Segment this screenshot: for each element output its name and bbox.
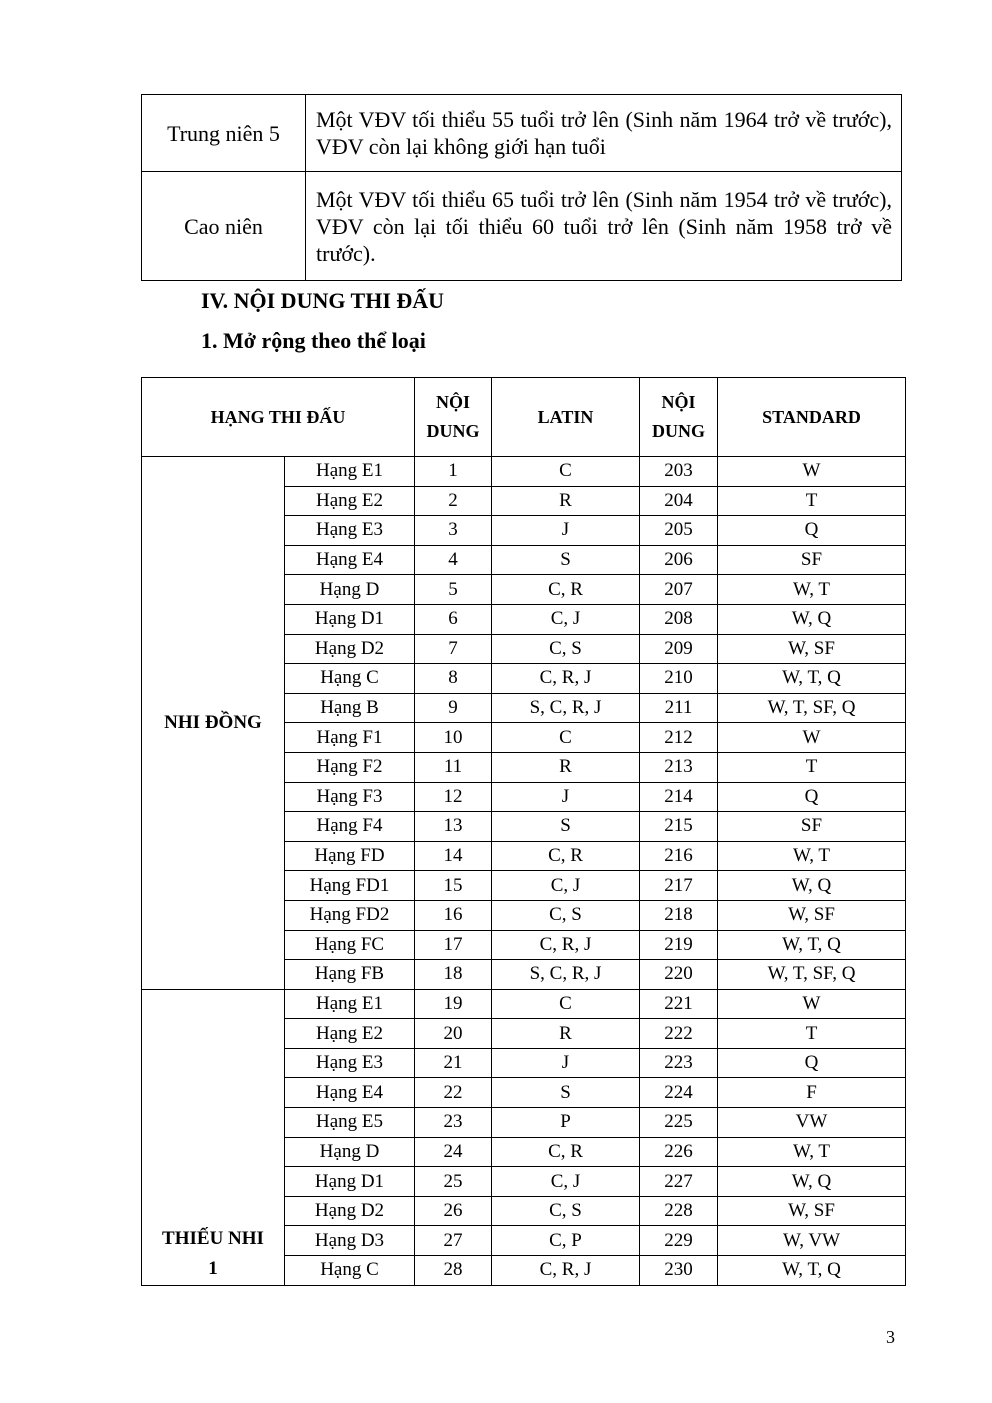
latin-dances-cell: P <box>492 1108 640 1138</box>
rank-cell: Hạng E1 <box>285 457 415 487</box>
latin-dances-cell: R <box>492 486 640 516</box>
latin-dances-cell: C, J <box>492 604 640 634</box>
standard-number-cell: 207 <box>640 575 718 605</box>
standard-number-cell: 220 <box>640 960 718 990</box>
rank-cell: Hạng D <box>285 575 415 605</box>
page-number: 3 <box>886 1327 895 1347</box>
latin-number-cell: 5 <box>415 575 492 605</box>
standard-number-cell: 204 <box>640 486 718 516</box>
latin-dances-cell: C <box>492 723 640 753</box>
latin-dances-cell: J <box>492 782 640 812</box>
header-content-standard <box>640 378 718 457</box>
standard-dances-cell: W, T <box>718 1137 906 1167</box>
rank-cell: Hạng FC <box>285 930 415 960</box>
standard-dances-cell: W, Q <box>718 604 906 634</box>
age-requirements-table <box>141 94 902 281</box>
standard-number-cell: 225 <box>640 1108 718 1138</box>
latin-number-cell: 9 <box>415 693 492 723</box>
latin-number-cell: 23 <box>415 1108 492 1138</box>
header-latin: LATIN <box>492 378 640 457</box>
latin-number-cell: 28 <box>415 1256 492 1286</box>
latin-dances-cell: C, P <box>492 1226 640 1256</box>
standard-number-cell: 208 <box>640 604 718 634</box>
standard-dances-cell: W <box>718 989 906 1019</box>
latin-number-cell: 14 <box>415 841 492 871</box>
rank-cell: Hạng E3 <box>285 516 415 546</box>
rank-cell: Hạng C <box>285 1256 415 1286</box>
standard-number-cell: 209 <box>640 634 718 664</box>
standard-number-cell: 226 <box>640 1137 718 1167</box>
standard-number-cell: 211 <box>640 693 718 723</box>
latin-number-cell: 17 <box>415 930 492 960</box>
standard-dances-cell: SF <box>718 545 906 575</box>
latin-number-cell: 22 <box>415 1078 492 1108</box>
latin-dances-cell: R <box>492 1019 640 1049</box>
rank-cell: Hạng D2 <box>285 1196 415 1226</box>
standard-number-cell: 214 <box>640 782 718 812</box>
header-content-latin-line1: NỘI <box>435 392 470 412</box>
rank-cell: Hạng D1 <box>285 604 415 634</box>
latin-number-cell: 11 <box>415 752 492 782</box>
events-table <box>141 377 906 1286</box>
rank-cell: Hạng E4 <box>285 1078 415 1108</box>
header-standard: STANDARD <box>718 378 906 457</box>
rank-cell: Hạng E4 <box>285 545 415 575</box>
latin-dances-cell: C, R, J <box>492 664 640 694</box>
latin-dances-cell: C, S <box>492 900 640 930</box>
rank-cell: Hạng E5 <box>285 1108 415 1138</box>
latin-dances-cell: C, R, J <box>492 1256 640 1286</box>
age-category-label: Cao niên <box>142 172 306 281</box>
standard-number-cell: 229 <box>640 1226 718 1256</box>
age-category-label: Trung niên 5 <box>142 95 306 172</box>
latin-number-cell: 25 <box>415 1167 492 1197</box>
standard-dances-cell: W, T, SF, Q <box>718 693 906 723</box>
standard-dances-cell: Q <box>718 516 906 546</box>
standard-number-cell: 213 <box>640 752 718 782</box>
latin-number-cell: 4 <box>415 545 492 575</box>
standard-number-cell: 218 <box>640 900 718 930</box>
standard-dances-cell: W, T <box>718 841 906 871</box>
latin-dances-cell: R <box>492 752 640 782</box>
rank-cell: Hạng D <box>285 1137 415 1167</box>
latin-dances-cell: S, C, R, J <box>492 693 640 723</box>
standard-dances-cell: Q <box>718 1048 906 1078</box>
latin-dances-cell: S <box>492 545 640 575</box>
standard-number-cell: 224 <box>640 1078 718 1108</box>
standard-number-cell: 223 <box>640 1048 718 1078</box>
header-content-latin <box>415 378 492 457</box>
event-row <box>142 457 906 487</box>
standard-dances-cell: T <box>718 752 906 782</box>
standard-number-cell: 222 <box>640 1019 718 1049</box>
latin-dances-cell: S <box>492 812 640 842</box>
rank-cell: Hạng FD1 <box>285 871 415 901</box>
latin-number-cell: 15 <box>415 871 492 901</box>
header-content-standard-line1: NỘI <box>661 392 696 412</box>
header-content-latin-line2: DUNG <box>426 421 480 441</box>
standard-dances-cell: T <box>718 486 906 516</box>
latin-dances-cell: C, J <box>492 1167 640 1197</box>
latin-dances-cell: C <box>492 457 640 487</box>
latin-dances-cell: C, R, J <box>492 930 640 960</box>
standard-dances-cell: W, VW <box>718 1226 906 1256</box>
rank-cell: Hạng FD2 <box>285 900 415 930</box>
standard-dances-cell: VW <box>718 1108 906 1138</box>
rank-cell: Hạng FB <box>285 960 415 990</box>
rank-cell: Hạng D2 <box>285 634 415 664</box>
latin-number-cell: 8 <box>415 664 492 694</box>
standard-number-cell: 206 <box>640 545 718 575</box>
rank-cell: Hạng F2 <box>285 752 415 782</box>
rank-cell: Hạng B <box>285 693 415 723</box>
latin-number-cell: 12 <box>415 782 492 812</box>
standard-dances-cell: W, T <box>718 575 906 605</box>
rank-cell: Hạng E2 <box>285 1019 415 1049</box>
age-group-cell <box>142 457 285 990</box>
age-row <box>142 172 902 281</box>
standard-number-cell: 227 <box>640 1167 718 1197</box>
standard-dances-cell: W, SF <box>718 1196 906 1226</box>
latin-number-cell: 26 <box>415 1196 492 1226</box>
age-group-name-line2: 1 <box>208 1257 218 1279</box>
standard-dances-cell: W, Q <box>718 1167 906 1197</box>
age-group-name: NHI ĐỒNG <box>164 711 262 733</box>
age-group-name-line1: THIẾU NHI <box>162 1227 264 1249</box>
latin-number-cell: 10 <box>415 723 492 753</box>
header-rank: HẠNG THI ĐẤU <box>142 378 415 457</box>
rank-cell: Hạng F1 <box>285 723 415 753</box>
age-category-description: Một VĐV tối thiểu 65 tuổi trở lên (Sinh năm 1954 trở về trước), VĐV còn lại tối thiểu 60 tuổi trở lên (Sinh năm 1958 trở về trước). <box>306 172 902 281</box>
standard-dances-cell: SF <box>718 812 906 842</box>
standard-number-cell: 216 <box>640 841 718 871</box>
standard-number-cell: 221 <box>640 989 718 1019</box>
latin-dances-cell: C <box>492 989 640 1019</box>
standard-dances-cell: W, SF <box>718 634 906 664</box>
latin-number-cell: 6 <box>415 604 492 634</box>
rank-cell: Hạng E1 <box>285 989 415 1019</box>
standard-dances-cell: W, T, Q <box>718 930 906 960</box>
latin-number-cell: 3 <box>415 516 492 546</box>
latin-number-cell: 2 <box>415 486 492 516</box>
standard-dances-cell: W, T, Q <box>718 664 906 694</box>
latin-number-cell: 20 <box>415 1019 492 1049</box>
latin-dances-cell: C, S <box>492 634 640 664</box>
latin-number-cell: 7 <box>415 634 492 664</box>
rank-cell: Hạng E3 <box>285 1048 415 1078</box>
standard-dances-cell: T <box>718 1019 906 1049</box>
standard-dances-cell: W, T, Q <box>718 1256 906 1286</box>
standard-number-cell: 212 <box>640 723 718 753</box>
event-row <box>142 989 906 1019</box>
standard-dances-cell: W, Q <box>718 871 906 901</box>
standard-dances-cell: W, SF <box>718 900 906 930</box>
latin-dances-cell: S <box>492 1078 640 1108</box>
latin-dances-cell: C, S <box>492 1196 640 1226</box>
standard-number-cell: 219 <box>640 930 718 960</box>
latin-dances-cell: C, R <box>492 575 640 605</box>
header-content-standard-line2: DUNG <box>652 421 705 441</box>
rank-cell: Hạng D1 <box>285 1167 415 1197</box>
section-heading: IV. NỘI DUNG THI ĐẤU <box>201 288 445 313</box>
latin-dances-cell: J <box>492 516 640 546</box>
rank-cell: Hạng F4 <box>285 812 415 842</box>
latin-number-cell: 19 <box>415 989 492 1019</box>
latin-number-cell: 1 <box>415 457 492 487</box>
latin-number-cell: 16 <box>415 900 492 930</box>
standard-dances-cell: W, T, SF, Q <box>718 960 906 990</box>
standard-dances-cell: W <box>718 457 906 487</box>
subsection-heading: 1. Mở rộng theo thể loại <box>201 328 426 353</box>
standard-number-cell: 210 <box>640 664 718 694</box>
events-body <box>142 457 906 1286</box>
rank-cell: Hạng FD <box>285 841 415 871</box>
rank-cell: Hạng E2 <box>285 486 415 516</box>
standard-dances-cell: Q <box>718 782 906 812</box>
latin-dances-cell: C, R <box>492 1137 640 1167</box>
latin-dances-cell: J <box>492 1048 640 1078</box>
latin-dances-cell: C, R <box>492 841 640 871</box>
events-header-row <box>142 378 906 457</box>
age-group-cell <box>142 989 285 1285</box>
latin-dances-cell: C, J <box>492 871 640 901</box>
standard-number-cell: 217 <box>640 871 718 901</box>
rank-cell: Hạng F3 <box>285 782 415 812</box>
standard-number-cell: 230 <box>640 1256 718 1286</box>
standard-number-cell: 205 <box>640 516 718 546</box>
rank-cell: Hạng D3 <box>285 1226 415 1256</box>
latin-number-cell: 24 <box>415 1137 492 1167</box>
latin-number-cell: 21 <box>415 1048 492 1078</box>
rank-cell: Hạng C <box>285 664 415 694</box>
latin-number-cell: 13 <box>415 812 492 842</box>
latin-number-cell: 27 <box>415 1226 492 1256</box>
age-row <box>142 95 902 172</box>
standard-dances-cell: W <box>718 723 906 753</box>
standard-number-cell: 228 <box>640 1196 718 1226</box>
standard-dances-cell: F <box>718 1078 906 1108</box>
age-category-description: Một VĐV tối thiểu 55 tuổi trở lên (Sinh năm 1964 trở về trước), VĐV còn lại không giới hạn tuổi <box>306 95 902 172</box>
standard-number-cell: 215 <box>640 812 718 842</box>
standard-number-cell: 203 <box>640 457 718 487</box>
latin-dances-cell: S, C, R, J <box>492 960 640 990</box>
latin-number-cell: 18 <box>415 960 492 990</box>
